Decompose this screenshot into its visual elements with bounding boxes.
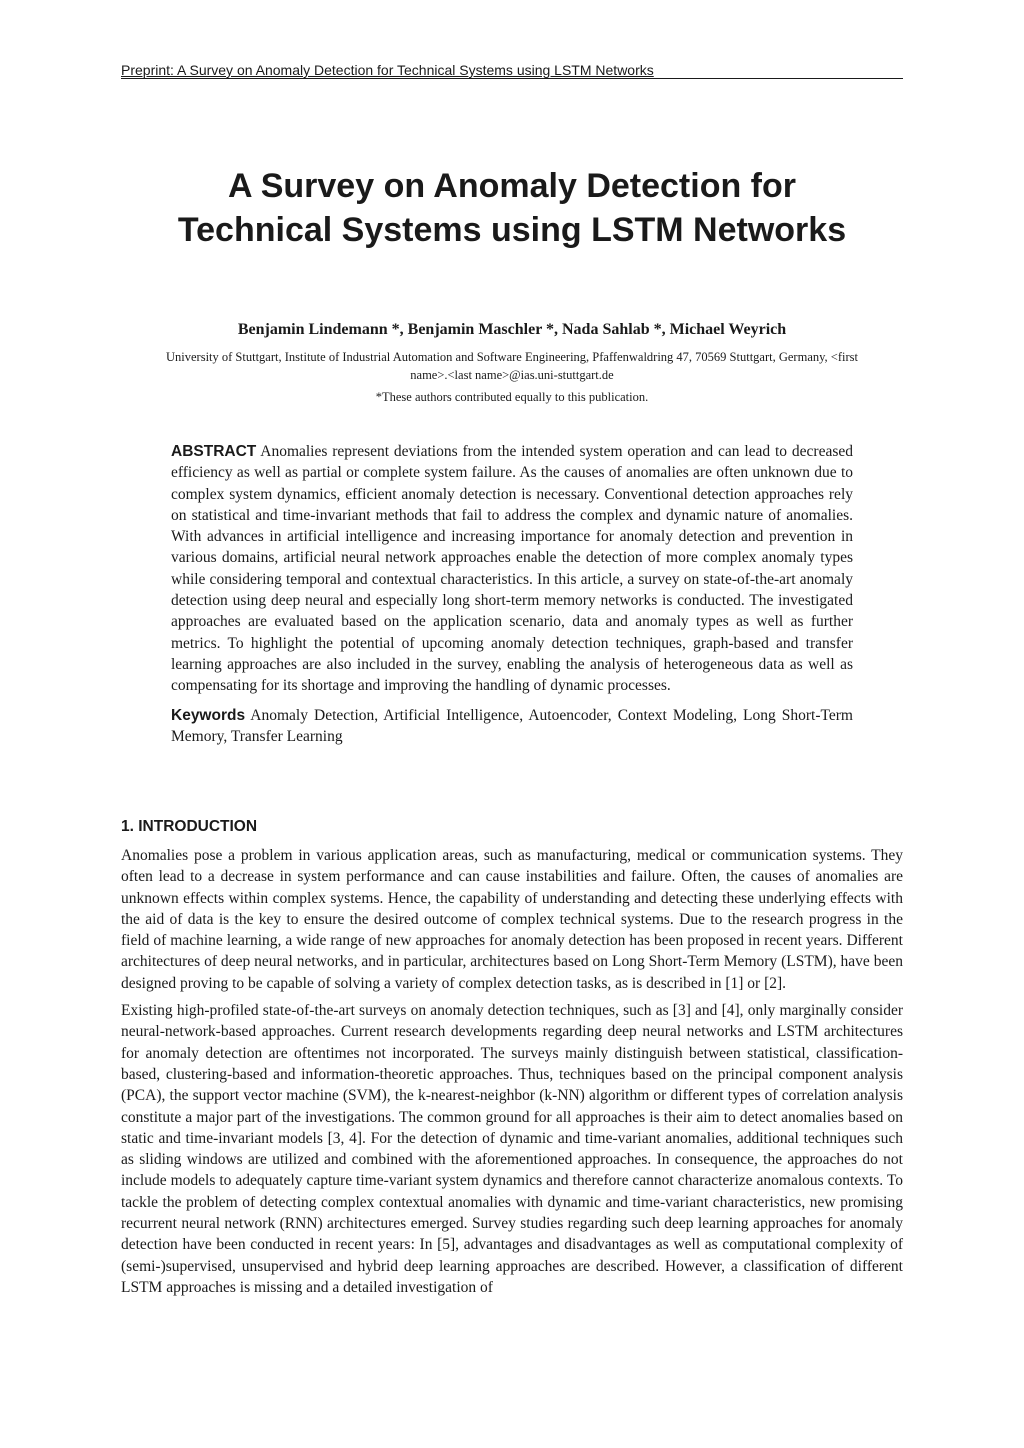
equal-contribution-note: *These authors contributed equally to this publication. xyxy=(375,390,649,404)
body-paragraph: Anomalies pose a problem in various application areas, such as manufacturing, medical or communication systems. They often lead to a decrease in system performance and can cause instabilities and failure. Often, the causes of anomalies are unknown effects within complex systems. Hence, the capability of understanding and detecting these underlying effects with the aid of data is the key to ensure the desired outcome of complex technical systems. Due to the research progress in the field of machine learning, a wide range of new approaches for anomaly detection has been proposed in recent years. Different architectures of deep neural networks, and in particular, architectures based on Long Short-Term Memory (LSTM), have been designed proving to be capable of solving a variety of complex detection tasks, as is described in [1] or [2]. xyxy=(121,847,903,992)
affiliation: University of Stuttgart, Institute of Industrial Automation and Software Engineering, Pfaffenwaldring 47, 70569 Stuttgart, Germany, <first name>.<last name>@ias.uni-stuttgart.de xyxy=(166,350,858,382)
abstract-paragraph xyxy=(171,441,853,697)
abstract-block xyxy=(171,441,853,747)
running-title: Preprint: A Survey on Anomaly Detection for Technical Systems using LSTM Networks xyxy=(121,62,654,78)
body-paragraph: Existing high-profiled state-of-the-art surveys on anomaly detection techniques, such as [3] and [4], only marginally consider neural-network-based approaches. Current research developments regarding deep neural networks and LSTM architectures for anomaly detection are oftentimes not incorporated. The surveys mainly distinguish between statistical, classification-based, clustering-based and information-theoretic approaches. Thus, techniques based on the principal component analysis (PCA), the support vector machine (SVM), the k-nearest-neighbor (k-NN) algorithm or different types of correlation analysis constitute a major part of the investigations. The common ground for all approaches is their aim to detect anomalies based on static and time-invariant models [3, 4]. For the detection of dynamic and time-variant anomalies, additional techniques such as sliding windows are utilized and combined with the aforementioned approaches. In consequence, the approaches do not include models to adequately capture time-variant system dynamics and therefore cannot characterize anomalous contexts. To tackle the problem of detecting complex contextual anomalies with dynamic and time-variant characteristics, new promising recurrent neural network (RNN) architectures emerged. Survey studies regarding such deep learning approaches for anomaly detection have been conducted in recent years: In [5], advantages and disadvantages as well as computational complexity of (semi-)supervised, unsupervised and hybrid deep learning approaches are described. However, a classification of different LSTM approaches is missing and a detailed investigation of xyxy=(121,1002,903,1296)
author-list: Benjamin Lindemann *, Benjamin Maschler *, Nada Sahlab *, Michael Weyrich xyxy=(237,321,787,338)
keywords-label: Keywords xyxy=(171,706,246,724)
keywords-text: Anomaly Detection, Artificial Intelligence, Autoencoder, Context Modeling, Long Short-Term Memory, Transfer Learning xyxy=(171,706,853,745)
section-heading-introduction: 1. INTRODUCTION xyxy=(121,818,258,835)
abstract-label: ABSTRACT xyxy=(171,443,257,460)
keywords-paragraph xyxy=(171,705,853,748)
paper-title: A Survey on Anomaly Detection for Technical Systems using LSTM Networks xyxy=(177,167,847,249)
running-header xyxy=(121,62,903,79)
abstract-text: Anomalies represent deviations from the intended system operation and can lead to decreased efficiency as well as partial or complete system failure. As the causes of anomalies are often unknown due to complex system dynamics, efficient anomaly detection is necessary. Conventional detection approaches rely on statistical and time-invariant methods that fail to address the complex and dynamic nature of anomalies. With advances in artificial intelligence and increasing importance for anomaly detection and prevention in various domains, artificial neural network approaches enable the detection of more complex anomaly types while considering temporal and contextual characteristics. In this article, a survey on state-of-the-art anomaly detection using deep neural and especially long short-term memory networks is conducted. The investigated approaches are evaluated based on the application scenario, data and anomaly types as well as further metrics. To highlight the potential of upcoming anomaly detection techniques, graph-based and transfer learning approaches are also included in the survey, enabling the analysis of heterogeneous data as well as compensating for its shortage and improving the handling of dynamic processes. xyxy=(171,443,853,695)
introduction-body xyxy=(121,845,903,1304)
